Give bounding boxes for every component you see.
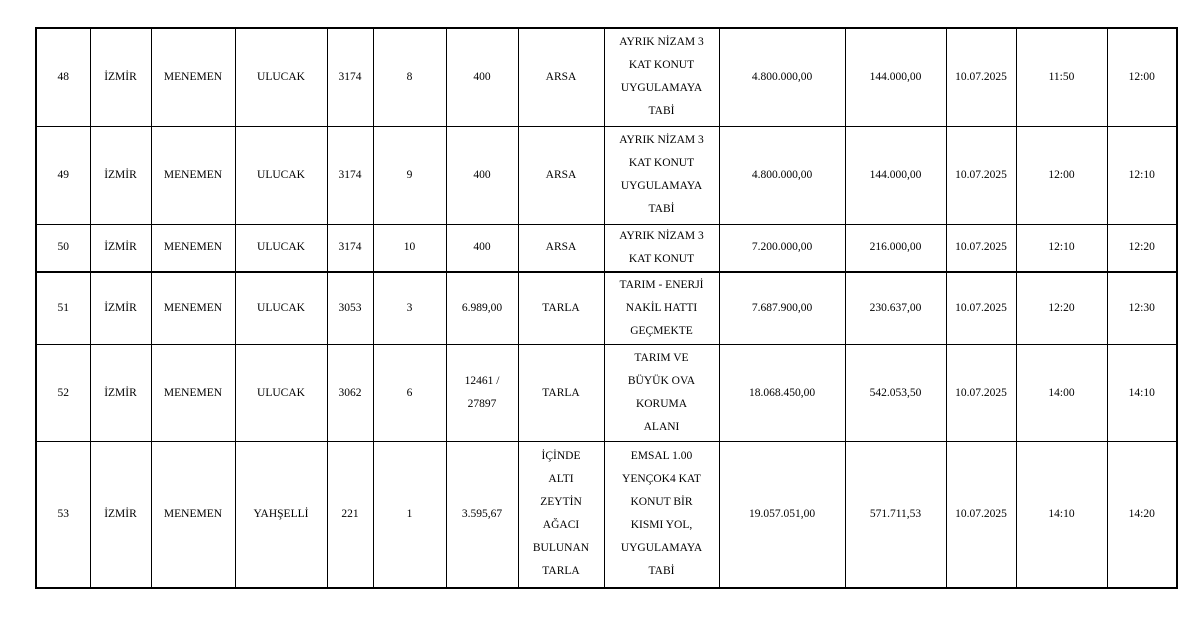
cell-no: 52 — [36, 345, 90, 442]
cell-teminat: 230.637,00 — [845, 272, 946, 345]
cell-bitis: 14:20 — [1107, 442, 1177, 588]
cell-parsel: 6 — [373, 345, 446, 442]
cell-teminat: 571.711,53 — [845, 442, 946, 588]
cell-teminat: 542.053,50 — [845, 345, 946, 442]
cell-imar: AYRIK NİZAM 3 KAT KONUT UYGULAMAYA TABİ — [604, 28, 719, 126]
cell-nitelik: ARSA — [518, 28, 604, 126]
cell-bitis: 12:30 — [1107, 272, 1177, 345]
cell-no: 48 — [36, 28, 90, 126]
cell-bedel: 7.687.900,00 — [719, 272, 845, 345]
cell-bedel: 19.057.051,00 — [719, 442, 845, 588]
cell-alan: 400 — [446, 28, 518, 126]
cell-mahalle: ULUCAK — [235, 224, 327, 272]
cell-no: 49 — [36, 126, 90, 224]
table-row — [36, 345, 1177, 442]
cell-alan: 3.595,67 — [446, 442, 518, 588]
cell-imar: AYRIK NİZAM 3 KAT KONUT UYGULAMAYA TABİ — [604, 126, 719, 224]
cell-alan: 400 — [446, 126, 518, 224]
cell-tarih: 10.07.2025 — [946, 442, 1016, 588]
cell-ada: 221 — [327, 442, 373, 588]
cell-bedel: 18.068.450,00 — [719, 345, 845, 442]
cell-imar: TARIM VE BÜYÜK OVA KORUMA ALANI — [604, 345, 719, 442]
cell-ilce: MENEMEN — [151, 345, 235, 442]
cell-mahalle: YAHŞELLİ — [235, 442, 327, 588]
cell-no: 53 — [36, 442, 90, 588]
cell-ada: 3174 — [327, 224, 373, 272]
cell-il: İZMİR — [90, 345, 151, 442]
cell-bitis: 12:10 — [1107, 126, 1177, 224]
cell-mahalle: ULUCAK — [235, 272, 327, 345]
cell-tarih: 10.07.2025 — [946, 272, 1016, 345]
cell-teminat: 144.000,00 — [845, 126, 946, 224]
cell-alan: 400 — [446, 224, 518, 272]
cell-teminat: 144.000,00 — [845, 28, 946, 126]
cell-ada: 3062 — [327, 345, 373, 442]
cell-tarih: 10.07.2025 — [946, 28, 1016, 126]
table-row — [36, 272, 1177, 345]
cell-alan: 6.989,00 — [446, 272, 518, 345]
auction-table — [35, 27, 1178, 589]
cell-bitis: 12:20 — [1107, 224, 1177, 272]
cell-parsel: 8 — [373, 28, 446, 126]
cell-il: İZMİR — [90, 28, 151, 126]
cell-no: 50 — [36, 224, 90, 272]
cell-il: İZMİR — [90, 126, 151, 224]
table-row — [36, 224, 1177, 272]
cell-nitelik: TARLA — [518, 272, 604, 345]
cell-nitelik: ARSA — [518, 126, 604, 224]
cell-imar: TARIM - ENERJİ NAKİL HATTI GEÇMEKTE — [604, 272, 719, 345]
cell-no: 51 — [36, 272, 90, 345]
cell-il: İZMİR — [90, 224, 151, 272]
cell-parsel: 9 — [373, 126, 446, 224]
cell-bedel: 4.800.000,00 — [719, 28, 845, 126]
cell-mahalle: ULUCAK — [235, 28, 327, 126]
cell-parsel: 10 — [373, 224, 446, 272]
cell-bitis: 14:10 — [1107, 345, 1177, 442]
cell-bedel: 7.200.000,00 — [719, 224, 845, 272]
cell-baslangic: 12:00 — [1016, 126, 1107, 224]
cell-baslangic: 11:50 — [1016, 28, 1107, 126]
cell-tarih: 10.07.2025 — [946, 345, 1016, 442]
cell-parsel: 1 — [373, 442, 446, 588]
cell-ilce: MENEMEN — [151, 272, 235, 345]
table-row — [36, 126, 1177, 224]
cell-nitelik: TARLA — [518, 345, 604, 442]
cell-baslangic: 14:00 — [1016, 345, 1107, 442]
cell-baslangic: 12:10 — [1016, 224, 1107, 272]
cell-parsel: 3 — [373, 272, 446, 345]
cell-ilce: MENEMEN — [151, 126, 235, 224]
cell-ilce: MENEMEN — [151, 224, 235, 272]
cell-imar: EMSAL 1.00 YENÇOK4 KAT KONUT BİR KISMI YOL, UYGULAMAYA TABİ — [604, 442, 719, 588]
cell-il: İZMİR — [90, 272, 151, 345]
cell-bedel: 4.800.000,00 — [719, 126, 845, 224]
table-row — [36, 442, 1177, 588]
cell-mahalle: ULUCAK — [235, 126, 327, 224]
cell-ilce: MENEMEN — [151, 28, 235, 126]
cell-tarih: 10.07.2025 — [946, 224, 1016, 272]
cell-ada: 3174 — [327, 28, 373, 126]
cell-ilce: MENEMEN — [151, 442, 235, 588]
cell-baslangic: 12:20 — [1016, 272, 1107, 345]
cell-teminat: 216.000,00 — [845, 224, 946, 272]
cell-ada: 3174 — [327, 126, 373, 224]
cell-alan: 12461 / 27897 — [446, 345, 518, 442]
cell-baslangic: 14:10 — [1016, 442, 1107, 588]
cell-ada: 3053 — [327, 272, 373, 345]
cell-tarih: 10.07.2025 — [946, 126, 1016, 224]
cell-il: İZMİR — [90, 442, 151, 588]
cell-bitis: 12:00 — [1107, 28, 1177, 126]
cell-mahalle: ULUCAK — [235, 345, 327, 442]
cell-imar: AYRIK NİZAM 3 KAT KONUT — [604, 224, 719, 272]
table-row — [36, 28, 1177, 126]
cell-nitelik: İÇİNDE ALTI ZEYTİN AĞACI BULUNAN TARLA — [518, 442, 604, 588]
cell-nitelik: ARSA — [518, 224, 604, 272]
table-body — [36, 28, 1177, 588]
